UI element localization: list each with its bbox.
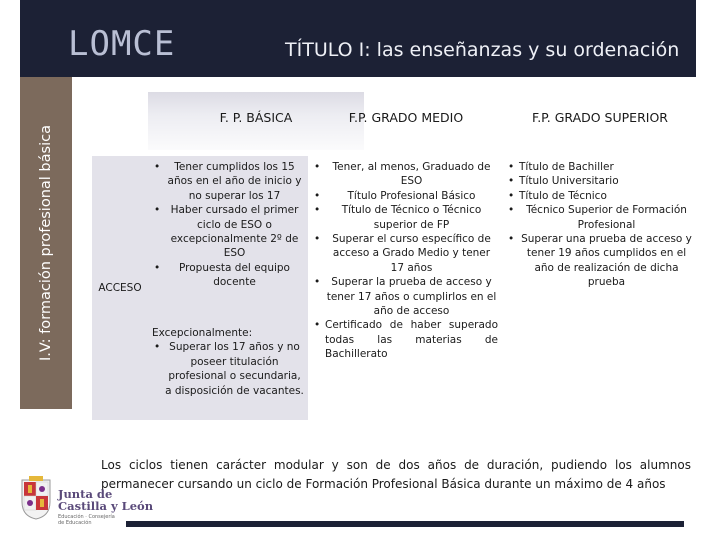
list-item: • Título de Bachiller [506,160,694,174]
list-item: • Superar una prueba de acceso y tener 19 años cumplidos en el año de realización de dicha prueba [506,232,694,290]
column-header-grado-medio: F.P. GRADO MEDIO [348,110,464,125]
list-item: • Certificado de haber superado todas las materias de Bachillerato [312,318,498,361]
list-item: • Superar los 17 años y no poseer titulación profesional o secundaria, a disposición de vacantes. [152,340,304,398]
list-item: • Haber cursado el primer ciclo de ESO o excepcionalmente 2º de ESO [152,203,304,261]
exception-label: Excepcionalmente: [152,327,253,339]
list-item: • Título Profesional Básico [312,189,498,203]
list-item: • Título de Técnico o Técnico superior de FP [312,203,498,232]
junta-name-line2: Castilla y León [58,499,154,513]
list-item: • Título Universitario [506,174,694,188]
list-item: • Tener, al menos, Graduado de ESO [312,160,498,189]
column-header-grado-superior: F.P. GRADO SUPERIOR [532,110,668,125]
junta-logo [16,470,154,528]
list-item: • Técnico Superior de Formación Profesional [506,203,694,232]
junta-subtitle: Educación · Consejería de Educación [58,514,115,526]
header-bar [20,0,696,77]
junta-name-line1: Junta de [58,487,113,501]
column-header-basica: F. P. BÁSICA [148,92,364,150]
cell-grado-superior [502,156,698,420]
cell-basica-requirements [148,156,308,322]
bottom-divider [126,521,684,527]
row-label-text: ACCESO [98,281,142,294]
junta-name [58,488,153,512]
list-item: • Título de Técnico [506,189,694,203]
list-item: • Superar la prueba de acceso y tener 17 años o cumplirlos en el año de acceso [312,275,498,318]
footer-note: Los ciclos tienen carácter modular y son de dos años de duración, pudiendo los alumnos permanecer cursando un ciclo de Formación Profesional Básica durante un máximo de 4 años [101,458,691,491]
list-item: • Tener cumplidos los 15 años en el año de inicio y no superar los 17 [152,160,304,203]
cell-grado-medio [308,156,502,420]
list-item: • Superar el curso específico de acceso a Grado Medio y tener 17 años [312,232,498,275]
lomce-title: LOMCE [68,24,176,64]
coat-of-arms-icon [20,476,52,520]
list-item: • Propuesta del equipo docente [152,261,304,290]
section-label: I.V: formación profesional básica [38,125,54,361]
slide-title: TÍTULO I: las enseñanzas y su ordenación [285,39,680,61]
access-table [92,92,698,420]
row-label-acceso [92,156,148,420]
cell-basica-exception [148,322,308,420]
